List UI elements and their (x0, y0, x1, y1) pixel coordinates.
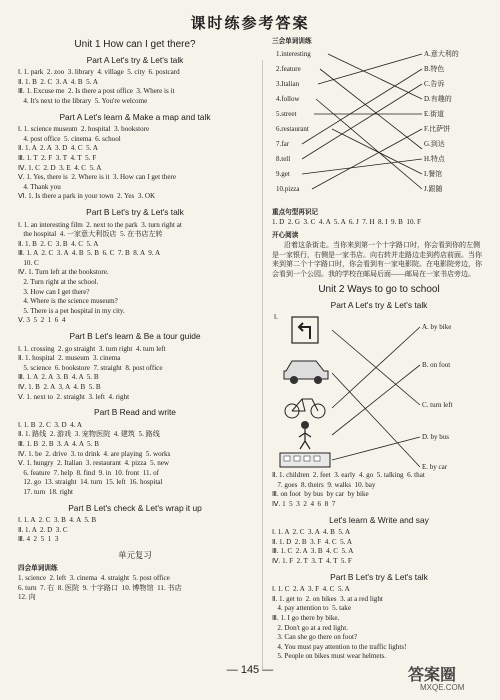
answer-line: 17. turn 18. right (18, 487, 73, 496)
answer-line: Ⅰ. 1. A 2. C 3. B 4. A 5. B (18, 516, 97, 525)
match-line (332, 373, 420, 467)
answer-line: Ⅱ. 1. B 2. C 3. B 4. C 5. A (18, 239, 99, 248)
answer-line: Ⅱ. 1. A 2. A 3. D 4. C 5. A (18, 144, 98, 153)
answer-line: Ⅴ. 1. hungry 2. Italian 3. restaurant 4. pizza 5. new (18, 459, 170, 468)
page-title: 课时练参考答案 (190, 14, 310, 32)
answer-line: 12. go 13. straight 14. turn 15. left 16. hospital (18, 478, 163, 487)
answer-line: 4. It's next to the library 5. You're welcome (18, 96, 148, 105)
match-left-item: 5.street (276, 109, 297, 118)
answer-line: Ⅳ. 1. Turn left at the bookstore. (18, 268, 109, 277)
picture-label: A. by bike (422, 323, 452, 332)
section-title: Part B Let's learn & Be a tour guide (69, 331, 201, 342)
unit1-title: Unit 1 How can I get there? (74, 39, 196, 50)
match-left-item: 7.far (276, 139, 290, 148)
answer-line: the hospital 4. 一家意大利饭店 5. 在书店左转 (18, 230, 163, 239)
section-title: Let's learn & Write and say (329, 514, 429, 525)
section-lines (18, 516, 252, 545)
answer-line: Ⅰ. 1. crossing 2. go straight 3. turn right 4. turn left (18, 344, 166, 353)
answer-line: 6. feature 7. help 8. find 9. in 10. front 11. of (18, 468, 159, 477)
answer-line: Ⅱ. 1. 路线 2. 游戏 3. 宠物医院 4. 建筑 5. 路线 (18, 430, 160, 439)
answer-line: Ⅲ. 1. Excuse me 2. Is there a post office 3. Where is it (18, 87, 175, 96)
answer-line: 3. How can I get there? (18, 287, 90, 296)
answer-line: Ⅳ. 1 5 3 2 4 6 8 7 (272, 499, 336, 508)
match-right-item: E.街道 (424, 109, 445, 118)
match-left-item: 4.follow (276, 94, 300, 103)
answer-line: Ⅰ. 1. B 2. C 3. D 4. A (18, 420, 82, 429)
match-right-item: B.特色 (424, 64, 445, 73)
answer-line: Ⅲ. on foot by bus by car by bike (272, 490, 369, 499)
phrase-answers: 1. D 2. G 3. C 4. A 5. A 6. J 7. H 8. I 9. B 10. F (272, 218, 421, 227)
car-icon (284, 361, 328, 384)
answer-line: Ⅲ. 1. B 2. B 3. A 4. A 5. B (18, 439, 99, 448)
bus-icon (280, 453, 330, 467)
section-lines (18, 125, 252, 202)
section-lines (18, 221, 252, 327)
match-line (302, 69, 422, 144)
page-number: — 145 — (226, 664, 274, 676)
answer-line: 4. Thank you (18, 182, 61, 191)
phrase-title: 重点句型再识记 (272, 207, 319, 216)
answer-line: 5. There is a pet hospital in my city. (18, 306, 125, 315)
match-line (316, 99, 422, 189)
answer-line: Ⅲ. 1. I go there by bike. (272, 613, 340, 622)
answer-line: Ⅲ. 4 2 5 1 3 (18, 535, 59, 544)
answer-line: Ⅰ. 1. park 2. zoo 3. library 4. village 5. city 6. postcard (18, 68, 180, 77)
match-right-item: G.到达 (424, 139, 445, 148)
section-title: Part A Let's learn & Make a map and talk (59, 111, 211, 122)
answer-line: 6. turn 7. 右 8. 医院 9. 十字路口 10. 博物馆 11. 书店 (18, 583, 182, 592)
match-right-item: I.餐馆 (424, 169, 443, 178)
answer-line: Ⅳ. 1. be 2. drive 3. to drink 4. are playing 5. works (18, 449, 171, 458)
match-line (332, 327, 420, 408)
answer-line: 12. 向 (18, 593, 36, 602)
roman-numeral: Ⅰ. (274, 313, 278, 322)
match-right-item: F.比萨饼 (424, 124, 451, 133)
picture-label: C. turn left (422, 401, 453, 410)
match-right-item: D.有趣的 (424, 94, 452, 103)
answer-line: Ⅱ. 1. A 2. D 3. C (18, 525, 68, 534)
answer-line: 5. People on bikes must wear helmets. (272, 652, 387, 661)
section-title: Part B Let's try & Let's talk (330, 571, 428, 582)
answer-line: Ⅰ. 1. C 2. A 3. F 4. C 5. A (272, 585, 350, 594)
answer-line: Ⅲ. 1. A 2. C 3. A 4. B 5. B 6. C 7. B 8. A 9. A (18, 249, 161, 258)
left-column (18, 34, 252, 603)
match-line (312, 129, 422, 189)
turn-left-sign-icon (292, 317, 318, 343)
section-lines (18, 345, 252, 403)
answer-line: Ⅰ. 1. science museum 2. hospital 3. bookstore (18, 125, 150, 134)
match-line (328, 54, 422, 99)
walking-child-icon (299, 421, 311, 449)
answer-line: 4. pay attention to 5. take (272, 604, 351, 613)
match-left-item: 3.Italian (276, 79, 300, 88)
answer-line: 2. Don't go at a red light. (272, 623, 348, 632)
watermark-logo: 答案圈 (408, 665, 457, 684)
answer-line: Ⅲ. 1. C 2. A 3. B 4. C 5. A (272, 547, 354, 556)
answer-line: Ⅰ. 1. an interesting film 2. next to the park 3. turn right at (18, 220, 182, 229)
answer-line: 2. Turn right at the school. (18, 278, 99, 287)
right-column (272, 34, 486, 662)
section-title: Part B Let's check & Let's wrap it up (68, 502, 202, 513)
review-vocab-title: 四会单词训练 (18, 563, 58, 572)
match-line (332, 129, 422, 174)
answer-line: Ⅴ. 1. next to 2. straight 3. left 4. right (18, 392, 130, 401)
answer-line: Ⅵ. 1. Is there a park in your town 2. Yes 3. OK (18, 192, 156, 201)
section-lines (272, 585, 486, 662)
answer-line: 1. science 2. left 3. cinema 4. straight 5. post office (18, 574, 170, 583)
match-left-item: 1.interesting (276, 49, 311, 58)
answer-line: Ⅴ. 1. Yes, there is 2. Where is it 3. How can I get there (18, 173, 176, 182)
section-lines (18, 574, 252, 603)
match-line (302, 159, 422, 174)
column-divider (262, 60, 263, 670)
answer-line: Ⅱ. 1. children 2. feet 3. early 4. go 5. talking 6. that (272, 471, 425, 480)
answer-line: Ⅱ. 1. get to 2. on bikes 3. at a red light (272, 594, 383, 603)
picture-label: E. by car (422, 463, 448, 472)
answer-line: Ⅲ. 1. T 2. F 3. T 4. T 5. F (18, 153, 97, 162)
section-title: Part B Let's try & Let's talk (86, 206, 184, 217)
match-left-item: 8.tell (276, 154, 291, 163)
answer-line: 4. Where is the science museum? (18, 297, 118, 306)
bike-icon (285, 399, 325, 418)
answer-line: 4. You must pay attention to the traffic lights! (272, 642, 407, 651)
section-lines (18, 68, 252, 106)
match-left-item: 2.feature (276, 64, 301, 73)
match-left-item: 9.get (276, 169, 290, 178)
vocab-matching (272, 49, 486, 205)
review-title: 单元复习 (118, 549, 152, 560)
match-right-item: C.告诉 (424, 79, 445, 88)
picture-matching (272, 313, 486, 471)
answer-line: Ⅲ. 1. A 2. A 3. B 4. A 5. B (18, 373, 99, 382)
section-title: Part A Let's try & Let's talk (86, 54, 184, 65)
match-line (332, 437, 420, 460)
match-right-item: H.特点 (424, 154, 445, 163)
answer-line: Ⅰ. 1. A 2. C 3. A 4. B 5. A (272, 528, 351, 537)
picture-label: B. on foot (422, 361, 451, 370)
match-line (332, 365, 420, 435)
reading-text: 沿着这条街走。当你来到第一个十字路口时，你会看到你的左侧是一家银行，右侧是一家书店。向右转并走路边走到药店前面。当你来到第二个十字路口时，你会看到有一家电影院。在电影院旁边，你会看到一个公园。我的学校在邮局后面——邮局在一家书店旁边。 (272, 241, 482, 278)
vocab-title: 三会单词训练 (272, 37, 312, 45)
answer-line: 5. science 6. bookstore 7. straight 8. post office (18, 363, 163, 372)
match-right-item: J.跟随 (424, 184, 443, 193)
match-left-item: 6.restaurant (276, 124, 309, 133)
answer-line: Ⅳ. 1. F 2. T 3. T 4. T 5. F (272, 556, 352, 565)
section-title: Part A Let's try & Let's talk (330, 299, 428, 310)
unit2-title: Unit 2 Ways to go to school (318, 284, 440, 295)
picture-match-figure (272, 313, 486, 471)
answer-line: Ⅳ. 1. B 2. A 3. A 4. B 5. B (18, 383, 101, 391)
answer-line: 3. Can she go there on foot? (272, 633, 358, 642)
match-left-item: 10.pizza (276, 184, 300, 193)
answer-line: 10. C (18, 258, 39, 267)
section-lines (18, 421, 252, 498)
match-line (302, 84, 422, 159)
answer-line: 7. goes 8. theirs 9. walks 10. bay (272, 480, 376, 489)
answer-line: Ⅳ. 1. C 2. D 3. E 4. C 5. A (18, 163, 102, 172)
answer-line: 4. post office 5. cinema 6. school (18, 134, 121, 143)
reading-title: 开心阅读 (272, 230, 299, 239)
match-line (318, 54, 422, 84)
answer-line: Ⅱ. 1. hospital 2. museum 3. cinema (18, 354, 121, 363)
answer-line: Ⅴ. 3 5 2 1 6 4 (18, 316, 66, 325)
match-right-item: A.意大利的 (424, 49, 459, 58)
section-lines (272, 471, 486, 509)
section-title: Part B Read and write (94, 407, 176, 418)
answer-line: Ⅱ. 1. D 2. B 3. F 4. C 5. A (272, 537, 352, 546)
answer-line: Ⅱ. 1. B 2. C 3. A 4. B 5. A (18, 77, 98, 86)
picture-label: D. by bus (422, 433, 450, 442)
watermark-url: MXQE.COM (420, 683, 465, 692)
section-lines (272, 528, 486, 566)
picture-match-lines (332, 327, 420, 467)
